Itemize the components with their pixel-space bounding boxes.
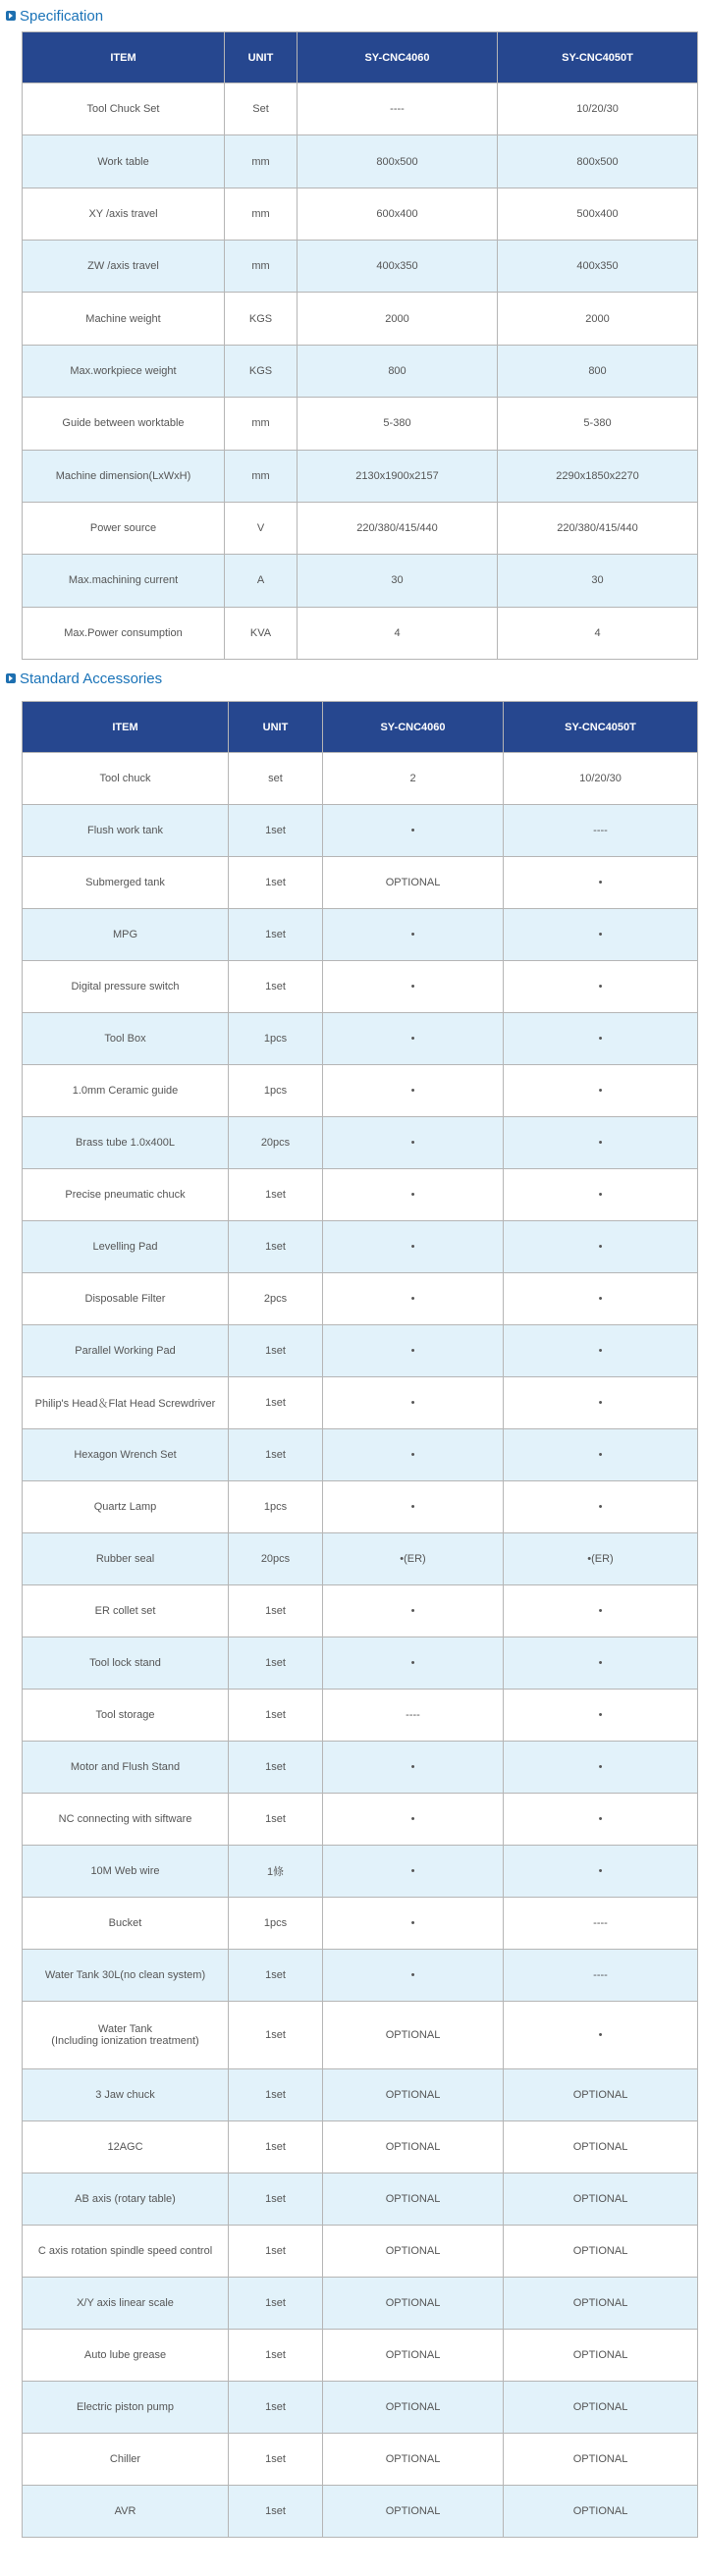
- table-cell: 10/20/30: [498, 83, 698, 135]
- arrow-icon: [6, 673, 16, 683]
- table-cell: 1set: [229, 857, 323, 909]
- table-cell: Tool storage: [23, 1690, 229, 1742]
- table-row: [23, 135, 698, 188]
- acc-section-title: [0, 662, 704, 695]
- table-cell: •: [323, 1846, 504, 1898]
- table-cell: OPTIONAL: [323, 2226, 504, 2278]
- table-cell: 1set: [229, 961, 323, 1013]
- table-cell: •: [323, 1065, 504, 1117]
- table-cell: 1set: [229, 2226, 323, 2278]
- column-header: UNIT: [229, 702, 323, 753]
- table-cell: 4: [298, 607, 498, 659]
- accessories-table: [22, 701, 698, 2538]
- table-cell: •: [323, 961, 504, 1013]
- table-cell: 1set: [229, 1637, 323, 1690]
- table-row: [23, 1117, 698, 1169]
- table-cell: MPG: [23, 909, 229, 961]
- table-cell: mm: [225, 241, 298, 293]
- table-row: [23, 1013, 698, 1065]
- table-cell: 2000: [498, 293, 698, 345]
- table-cell: 5-380: [298, 398, 498, 450]
- table-cell: 1set: [229, 2174, 323, 2226]
- table-cell: ----: [504, 1950, 698, 2002]
- table-cell: Machine dimension(LxWxH): [23, 450, 225, 502]
- table-cell: Parallel Working Pad: [23, 1325, 229, 1377]
- table-cell: ER collet set: [23, 1585, 229, 1637]
- table-row: [23, 1742, 698, 1794]
- table-row: [23, 1429, 698, 1481]
- table-cell: 1set: [229, 1585, 323, 1637]
- table-cell: 1set: [229, 1690, 323, 1742]
- table-row: [23, 607, 698, 659]
- table-row: [23, 241, 698, 293]
- table-row: [23, 1169, 698, 1221]
- table-cell: 2130x1900x2157: [298, 450, 498, 502]
- table-row: [23, 805, 698, 857]
- table-row: [23, 961, 698, 1013]
- table-row: [23, 1794, 698, 1846]
- table-cell: 1pcs: [229, 1013, 323, 1065]
- table-cell: KVA: [225, 607, 298, 659]
- table-cell: 10M Web wire: [23, 1846, 229, 1898]
- table-row: [23, 2002, 698, 2069]
- table-cell: X/Y axis linear scale: [23, 2278, 229, 2330]
- table-row: [23, 2434, 698, 2486]
- table-cell: OPTIONAL: [323, 2330, 504, 2382]
- table-row: [23, 909, 698, 961]
- table-cell: •: [504, 1429, 698, 1481]
- table-row: [23, 857, 698, 909]
- table-cell: mm: [225, 135, 298, 188]
- table-cell: 12AGC: [23, 2121, 229, 2174]
- table-cell: 1set: [229, 1221, 323, 1273]
- table-row: [23, 345, 698, 397]
- table-cell: •: [323, 909, 504, 961]
- table-cell: mm: [225, 450, 298, 502]
- table-cell: •: [504, 857, 698, 909]
- table-cell: C axis rotation spindle speed control: [23, 2226, 229, 2278]
- table-cell: 400x350: [298, 241, 498, 293]
- table-cell: •: [323, 1117, 504, 1169]
- table-cell: •: [323, 1377, 504, 1429]
- table-cell: •: [504, 1690, 698, 1742]
- table-cell: •: [504, 1221, 698, 1273]
- table-cell: •(ER): [323, 1533, 504, 1585]
- table-cell: Guide between worktable: [23, 398, 225, 450]
- table-cell: Electric piston pump: [23, 2382, 229, 2434]
- table-cell: •: [323, 1481, 504, 1533]
- table-cell: •: [504, 1065, 698, 1117]
- table-cell: •: [504, 1273, 698, 1325]
- table-row: [23, 398, 698, 450]
- table-cell: 30: [298, 555, 498, 607]
- table-cell: OPTIONAL: [323, 2002, 504, 2069]
- table-cell: OPTIONAL: [323, 2486, 504, 2538]
- table-cell: Water Tank (Including ionization treatment): [23, 2002, 229, 2069]
- table-row: [23, 502, 698, 554]
- table-cell: •: [323, 1742, 504, 1794]
- table-cell: 800: [298, 345, 498, 397]
- table-cell: 500x400: [498, 188, 698, 240]
- table-row: [23, 1221, 698, 1273]
- table-cell: •: [504, 1637, 698, 1690]
- spec-table: [22, 31, 698, 660]
- column-header: ITEM: [23, 702, 229, 753]
- table-cell: A: [225, 555, 298, 607]
- table-cell: 220/380/415/440: [498, 502, 698, 554]
- table-cell: 1set: [229, 2330, 323, 2382]
- table-cell: OPTIONAL: [323, 2278, 504, 2330]
- table-row: [23, 2382, 698, 2434]
- table-cell: Tool Chuck Set: [23, 83, 225, 135]
- table-cell: 1set: [229, 1377, 323, 1429]
- table-cell: 1set: [229, 2002, 323, 2069]
- table-row: [23, 83, 698, 135]
- table-row: [23, 1585, 698, 1637]
- table-cell: 1set: [229, 909, 323, 961]
- table-cell: 800: [498, 345, 698, 397]
- table-cell: •: [504, 1169, 698, 1221]
- table-cell: •: [323, 1898, 504, 1950]
- table-cell: 1set: [229, 2434, 323, 2486]
- table-cell: OPTIONAL: [323, 2382, 504, 2434]
- table-cell: •: [504, 1742, 698, 1794]
- table-cell: •: [504, 961, 698, 1013]
- table-cell: 1set: [229, 1794, 323, 1846]
- table-cell: Work table: [23, 135, 225, 188]
- table-cell: 5-380: [498, 398, 698, 450]
- table-row: [23, 2121, 698, 2174]
- table-cell: •: [504, 1117, 698, 1169]
- table-cell: Precise pneumatic chuck: [23, 1169, 229, 1221]
- table-cell: •: [504, 1325, 698, 1377]
- table-cell: Power source: [23, 502, 225, 554]
- table-cell: OPTIONAL: [323, 2069, 504, 2121]
- table-cell: AB axis (rotary table): [23, 2174, 229, 2226]
- table-cell: ----: [323, 1690, 504, 1742]
- table-cell: 1條: [229, 1846, 323, 1898]
- table-cell: •: [504, 1481, 698, 1533]
- table-row: [23, 188, 698, 240]
- table-cell: OPTIONAL: [504, 2174, 698, 2226]
- table-cell: V: [225, 502, 298, 554]
- table-cell: OPTIONAL: [504, 2121, 698, 2174]
- table-cell: Max.Power consumption: [23, 607, 225, 659]
- table-cell: KGS: [225, 293, 298, 345]
- table-cell: •(ER): [504, 1533, 698, 1585]
- table-cell: OPTIONAL: [504, 2382, 698, 2434]
- table-cell: Rubber seal: [23, 1533, 229, 1585]
- table-cell: Tool chuck: [23, 753, 229, 805]
- table-cell: 1set: [229, 1950, 323, 2002]
- table-cell: Submerged tank: [23, 857, 229, 909]
- table-row: [23, 1846, 698, 1898]
- table-cell: mm: [225, 188, 298, 240]
- table-cell: ----: [298, 83, 498, 135]
- spec-title: Specification: [20, 7, 104, 25]
- table-cell: 1set: [229, 1742, 323, 1794]
- table-cell: 1set: [229, 1429, 323, 1481]
- table-cell: 1set: [229, 1169, 323, 1221]
- arrow-icon: [6, 11, 16, 21]
- table-cell: 2290x1850x2270: [498, 450, 698, 502]
- table-cell: •: [504, 1846, 698, 1898]
- table-cell: •: [504, 2002, 698, 2069]
- table-cell: XY /axis travel: [23, 188, 225, 240]
- table-cell: Bucket: [23, 1898, 229, 1950]
- acc-header-row: [23, 702, 698, 753]
- table-cell: OPTIONAL: [504, 2330, 698, 2382]
- table-cell: 1set: [229, 2486, 323, 2538]
- table-cell: 1set: [229, 2278, 323, 2330]
- table-cell: 4: [498, 607, 698, 659]
- table-cell: •: [504, 1013, 698, 1065]
- acc-title: Standard Accessories: [20, 670, 163, 687]
- table-row: [23, 1533, 698, 1585]
- table-cell: ----: [504, 805, 698, 857]
- table-cell: Brass tube 1.0x400L: [23, 1117, 229, 1169]
- table-row: [23, 2069, 698, 2121]
- table-cell: •: [504, 1794, 698, 1846]
- table-cell: Machine weight: [23, 293, 225, 345]
- table-cell: 3 Jaw chuck: [23, 2069, 229, 2121]
- table-cell: ZW /axis travel: [23, 241, 225, 293]
- table-cell: 1pcs: [229, 1481, 323, 1533]
- table-cell: 10/20/30: [504, 753, 698, 805]
- table-cell: 1pcs: [229, 1898, 323, 1950]
- table-row: [23, 2226, 698, 2278]
- table-row: [23, 1637, 698, 1690]
- table-cell: OPTIONAL: [504, 2486, 698, 2538]
- table-row: [23, 1898, 698, 1950]
- table-cell: OPTIONAL: [323, 2174, 504, 2226]
- table-cell: 600x400: [298, 188, 498, 240]
- table-row: [23, 2330, 698, 2382]
- table-cell: •: [504, 909, 698, 961]
- table-cell: 1set: [229, 2121, 323, 2174]
- table-cell: •: [323, 1273, 504, 1325]
- table-cell: AVR: [23, 2486, 229, 2538]
- table-cell: •: [323, 1429, 504, 1481]
- table-cell: NC connecting with siftware: [23, 1794, 229, 1846]
- table-cell: 800x500: [298, 135, 498, 188]
- table-row: [23, 1950, 698, 2002]
- table-row: [23, 1325, 698, 1377]
- table-cell: •: [323, 1013, 504, 1065]
- table-cell: 400x350: [498, 241, 698, 293]
- table-cell: 1.0mm Ceramic guide: [23, 1065, 229, 1117]
- table-cell: OPTIONAL: [504, 2069, 698, 2121]
- table-cell: OPTIONAL: [504, 2278, 698, 2330]
- table-cell: ----: [504, 1898, 698, 1950]
- table-cell: Levelling Pad: [23, 1221, 229, 1273]
- table-cell: Philip's Head＆Flat Head Screwdriver: [23, 1377, 229, 1429]
- table-row: [23, 1065, 698, 1117]
- table-cell: OPTIONAL: [504, 2434, 698, 2486]
- table-cell: 1set: [229, 1325, 323, 1377]
- table-cell: Disposable Filter: [23, 1273, 229, 1325]
- table-cell: OPTIONAL: [323, 857, 504, 909]
- column-header: SY-CNC4050T: [498, 32, 698, 83]
- table-cell: mm: [225, 398, 298, 450]
- table-cell: •: [323, 1325, 504, 1377]
- table-cell: KGS: [225, 345, 298, 397]
- table-cell: Water Tank 30L(no clean system): [23, 1950, 229, 2002]
- table-cell: OPTIONAL: [323, 2121, 504, 2174]
- table-row: [23, 555, 698, 607]
- table-cell: Tool Box: [23, 1013, 229, 1065]
- column-header: SY-CNC4060: [298, 32, 498, 83]
- table-cell: Quartz Lamp: [23, 1481, 229, 1533]
- table-cell: •: [504, 1585, 698, 1637]
- table-cell: 220/380/415/440: [298, 502, 498, 554]
- table-cell: Motor and Flush Stand: [23, 1742, 229, 1794]
- table-cell: Set: [225, 83, 298, 135]
- table-cell: •: [323, 1794, 504, 1846]
- table-cell: •: [323, 1950, 504, 2002]
- table-cell: Digital pressure switch: [23, 961, 229, 1013]
- table-cell: 1set: [229, 2382, 323, 2434]
- table-row: [23, 2174, 698, 2226]
- table-cell: 1set: [229, 805, 323, 857]
- table-cell: 20pcs: [229, 1117, 323, 1169]
- table-cell: 1set: [229, 2069, 323, 2121]
- table-cell: set: [229, 753, 323, 805]
- table-cell: •: [323, 1221, 504, 1273]
- table-cell: OPTIONAL: [504, 2226, 698, 2278]
- table-cell: Hexagon Wrench Set: [23, 1429, 229, 1481]
- table-cell: Max.machining current: [23, 555, 225, 607]
- table-cell: 30: [498, 555, 698, 607]
- table-row: [23, 2486, 698, 2538]
- spec-section-title: [0, 0, 704, 31]
- table-cell: •: [323, 1585, 504, 1637]
- table-cell: Auto lube grease: [23, 2330, 229, 2382]
- table-cell: 20pcs: [229, 1533, 323, 1585]
- table-cell: Chiller: [23, 2434, 229, 2486]
- table-cell: 1pcs: [229, 1065, 323, 1117]
- column-header: UNIT: [225, 32, 298, 83]
- table-cell: Max.workpiece weight: [23, 345, 225, 397]
- table-cell: 2: [323, 753, 504, 805]
- table-cell: •: [323, 1637, 504, 1690]
- table-cell: Tool lock stand: [23, 1637, 229, 1690]
- table-row: [23, 293, 698, 345]
- table-cell: OPTIONAL: [323, 2434, 504, 2486]
- table-cell: Flush work tank: [23, 805, 229, 857]
- spec-header-row: [23, 32, 698, 83]
- table-cell: •: [323, 805, 504, 857]
- table-cell: 2000: [298, 293, 498, 345]
- table-row: [23, 2278, 698, 2330]
- table-row: [23, 1377, 698, 1429]
- table-cell: 800x500: [498, 135, 698, 188]
- table-cell: 2pcs: [229, 1273, 323, 1325]
- column-header: SY-CNC4050T: [504, 702, 698, 753]
- column-header: SY-CNC4060: [323, 702, 504, 753]
- table-cell: •: [323, 1169, 504, 1221]
- table-row: [23, 753, 698, 805]
- table-row: [23, 1273, 698, 1325]
- table-row: [23, 1481, 698, 1533]
- table-row: [23, 450, 698, 502]
- table-row: [23, 1690, 698, 1742]
- table-cell: •: [504, 1377, 698, 1429]
- column-header: ITEM: [23, 32, 225, 83]
